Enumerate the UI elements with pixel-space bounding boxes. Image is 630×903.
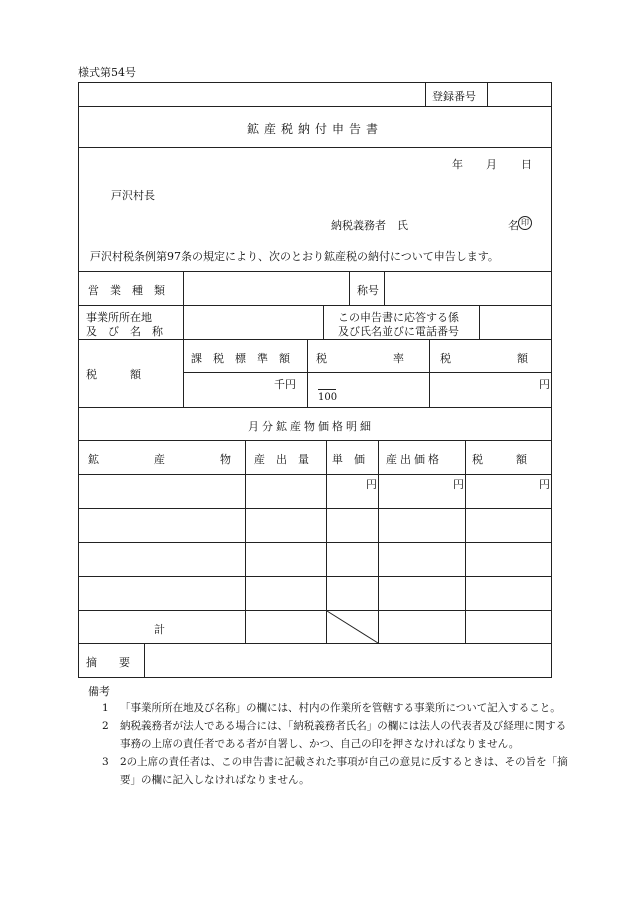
declaration-text: 戸沢村税条例第97条の規定により、次のとおり鉱産税の納付について申告します。 — [90, 250, 499, 263]
row-line — [78, 610, 552, 611]
contact-label-line1: この申告書に応答する係 — [338, 311, 459, 324]
note-text: 2の上席の責任者は、この申告書に記載された事項が自己の意見に反するときは、その旨を「摘要」の欄に記入しなければなりません。 — [120, 756, 568, 786]
contact-field[interactable] — [480, 306, 551, 339]
col-line — [245, 440, 246, 644]
tax-yen: 円 — [539, 478, 550, 491]
col-line — [465, 440, 466, 644]
detail-cell[interactable] — [79, 543, 245, 576]
notes-list — [88, 699, 568, 789]
tax-base-field[interactable] — [184, 373, 307, 407]
rate-denominator: 100 — [318, 392, 338, 403]
note-number: 2 — [102, 720, 109, 732]
output-header: 産 出 量 — [254, 453, 309, 466]
slash-line — [327, 611, 378, 643]
notes-title: 備考 — [88, 685, 110, 698]
detail-cell[interactable] — [79, 509, 245, 542]
addressee: 戸沢村長 — [111, 189, 155, 202]
tax-header: 税 額 — [472, 453, 527, 466]
tax-amount-header: 税 額 — [440, 352, 528, 365]
row-line — [78, 339, 552, 340]
office-name-label: 及 び 名 称 — [86, 325, 163, 338]
monthly-title: 月分鉱産物価格明細 — [248, 420, 374, 433]
registration-number-field[interactable] — [488, 83, 551, 105]
detail-cell[interactable] — [79, 475, 245, 508]
note-number: 3 — [102, 756, 109, 768]
tax-base-header: 課 税 標 準 額 — [191, 352, 290, 365]
office-address-label: 事業所所在地 — [86, 311, 152, 324]
tax-section-label: 税 額 — [86, 368, 141, 381]
remarks-field[interactable] — [145, 644, 551, 677]
tax-amount-field[interactable] — [430, 373, 551, 407]
row-line — [78, 440, 552, 441]
seal-mark: 印 — [518, 216, 532, 230]
business-type-label: 営 業 種 類 — [88, 284, 165, 297]
row-line — [78, 106, 552, 107]
unit-yen: 円 — [539, 378, 550, 391]
col-line — [323, 305, 324, 339]
reg-divider-left — [425, 82, 426, 106]
note-number: 1 — [102, 702, 109, 714]
note-item — [88, 753, 568, 789]
remarks-label: 摘 要 — [86, 656, 130, 669]
note-text: 納税義務者が法人である場合には、「納税義務者氏名」の欄には法人の代表者及び経理に関する事務の上席の責任者である者が自署し、かつ、自己の印を押さなければなりません。 — [120, 720, 567, 750]
total-label: 計 — [154, 623, 165, 636]
tax-rate-header: 税 率 — [316, 352, 404, 365]
trade-name-label: 称号 — [357, 284, 379, 297]
note-item — [88, 717, 568, 753]
output-value-yen: 円 — [453, 478, 464, 491]
border-right — [551, 82, 552, 678]
note-item — [88, 699, 568, 717]
mineral-header: 鉱 産 物 — [88, 453, 231, 466]
tax-rate-field[interactable] — [308, 373, 429, 389]
date-year: 年 — [452, 158, 463, 171]
output-value-header: 産出価格 — [386, 453, 442, 466]
unit-price-yen: 円 — [366, 478, 377, 491]
form-title: 鉱産税納付申告書 — [246, 122, 383, 136]
note-text: 「事業所所在地及び名称」の欄には、村内の作業所を管轄する事業所について記入すること。 — [120, 702, 561, 714]
col-line — [349, 271, 350, 305]
total-unit-price-slash — [326, 610, 379, 644]
fraction-bar — [318, 389, 336, 390]
taxpayer-label: 納税義務者 氏 — [331, 219, 408, 232]
border-top — [78, 82, 552, 83]
taxpayer-name-label: 名 — [508, 219, 519, 232]
registration-label: 登録番号 — [432, 90, 476, 103]
unit-thousand-yen: 千円 — [274, 378, 296, 391]
business-type-field[interactable] — [184, 272, 349, 305]
form-number: 様式第54号 — [78, 66, 136, 79]
detail-cell[interactable] — [79, 577, 245, 610]
unit-price-header: 単 価 — [332, 453, 365, 466]
trade-name-field[interactable] — [385, 272, 551, 305]
date-day: 日 — [521, 158, 532, 171]
row-line — [78, 407, 552, 408]
contact-label-line2: 及び氏名並びに電話番号 — [338, 325, 459, 338]
border-bottom — [78, 677, 552, 678]
office-field[interactable] — [184, 306, 323, 339]
row-line — [78, 147, 552, 148]
date-month: 月 — [486, 158, 497, 171]
